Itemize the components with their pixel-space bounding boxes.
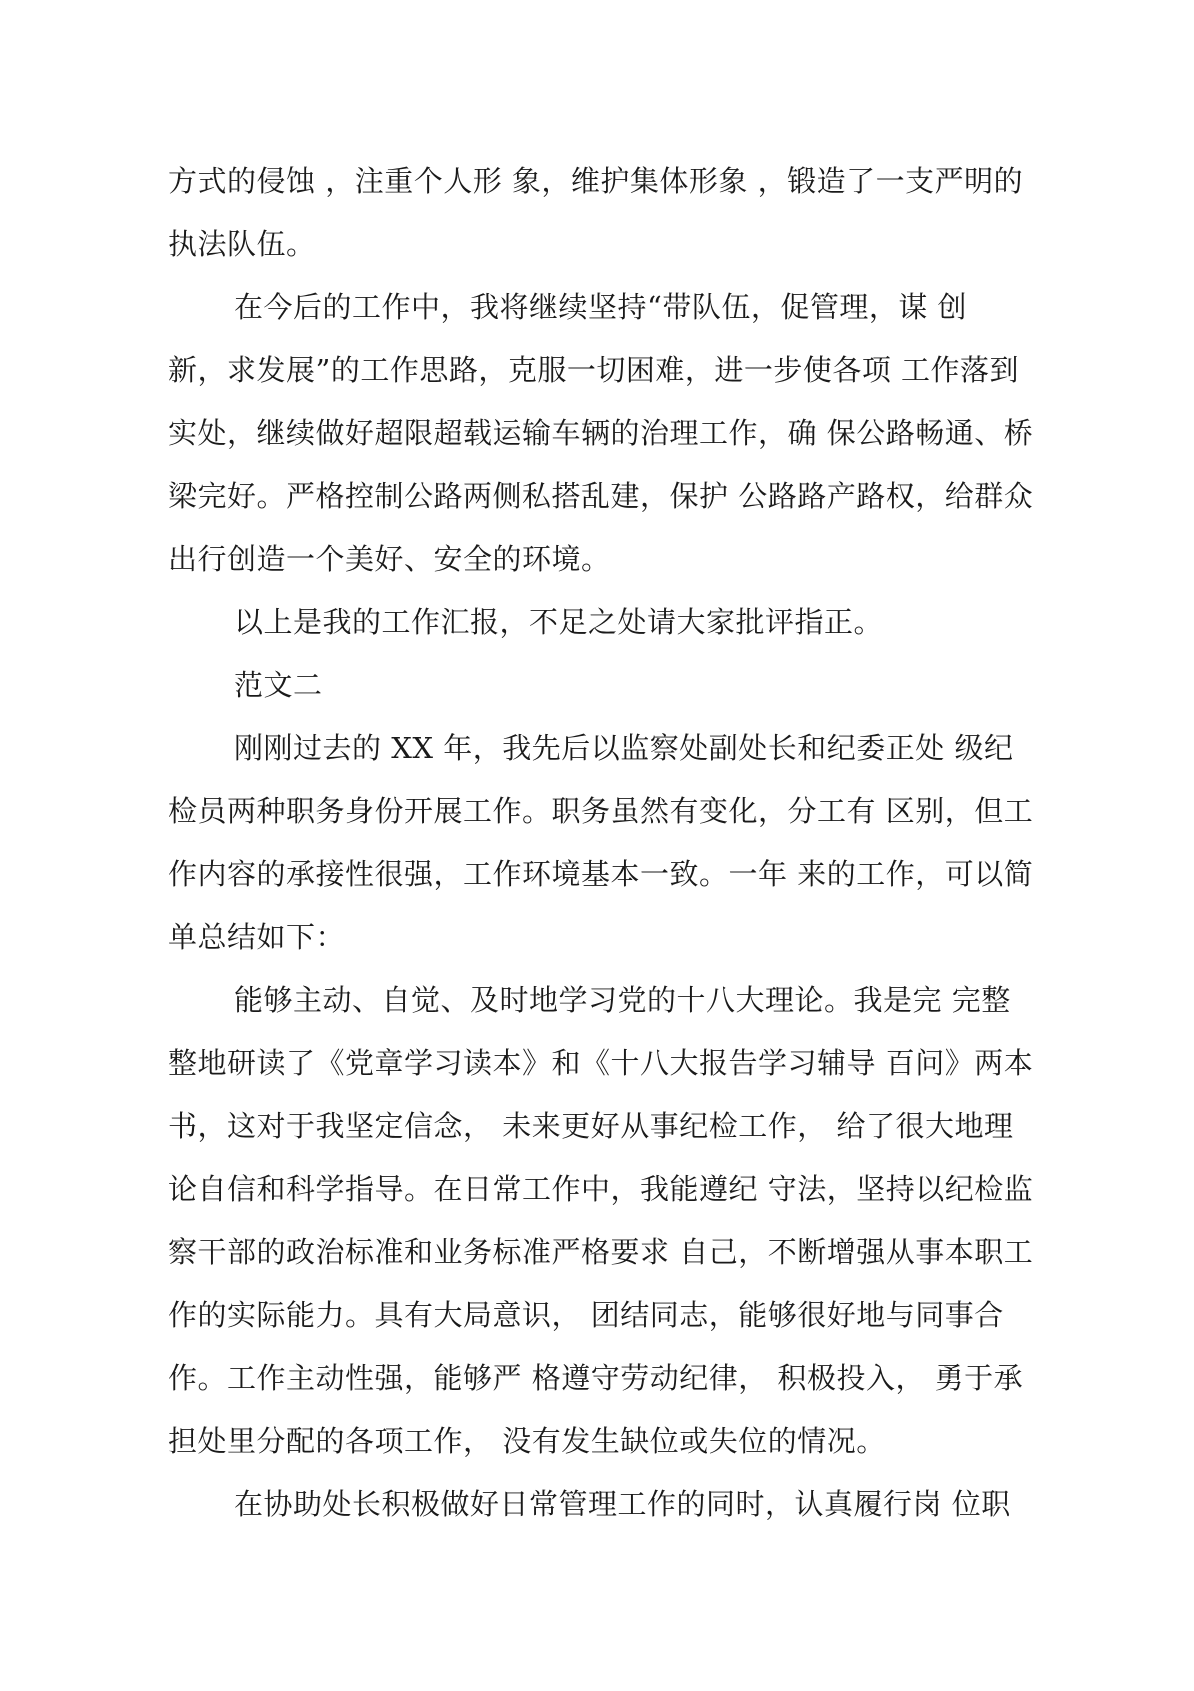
text-line-3: 在今后的工作中，我将继续坚持“带队伍，促管理，谋 创 (234, 290, 968, 324)
text-line-22: 在协助处长积极做好日常管理工作的同时，认真履行岗 位职 (234, 1487, 1011, 1521)
text-line-4: 新，求发展”的工作思路，克服一切困难，进一步使各项 工作落到 (168, 353, 1020, 387)
text-line-6: 梁完好。严格控制公路两侧私搭乱建，保护 公路路产路权，给群众 (168, 479, 1034, 513)
document-body (168, 150, 1034, 1536)
text-line-14: 能够主动、自觉、及时地学习党的十八大理论。我是完 完整 (234, 983, 1011, 1017)
text-line-17: 论自信和科学指导。在日常工作中，我能遵纪 守法，坚持以纪检监 (168, 1172, 1034, 1206)
text-line-11: 检员两种职务身份开展工作。职务虽然有变化，分工有 区别，但工 (168, 794, 1034, 828)
text-line-2: 执法队伍。 (168, 227, 316, 261)
text-line-1: 方式的侵蚀 ，注重个人形 象，维护集体形象 ，锻造了一支严明的 (168, 164, 1024, 198)
text-line-19: 作的实际能力。具有大局意识， 团结同志，能够很好地与同事合 (168, 1298, 1004, 1332)
text-line-20: 作。工作主动性强，能够严 格遵守劳动纪律， 积极投入， 勇于承 (168, 1361, 1024, 1395)
text-line-5: 实处，继续做好超限超载运输车辆的治理工作，确 保公路畅通、桥 (168, 416, 1034, 450)
text-line-18: 察干部的政治标准和业务标准严格要求 自己，不断增强从事本职工 (168, 1235, 1034, 1269)
text-line-8: 以上是我的工作汇报，不足之处请大家批评指正。 (234, 605, 884, 639)
text-line-21: 担处里分配的各项工作， 没有发生缺位或失位的情况。 (168, 1424, 886, 1458)
text-line-10: 刚刚过去的 XX 年，我先后以监察处副处长和纪委正处 级纪 (234, 731, 1014, 765)
text-line-13: 单总结如下： (168, 920, 346, 954)
text-line-12: 作内容的承接性很强，工作环境基本一致。一年 来的工作，可以简 (168, 857, 1034, 891)
text-line-7: 出行创造一个美好、安全的环境。 (168, 542, 611, 576)
text-line-16: 书，这对于我坚定信念， 未来更好从事纪检工作， 给了很大地理 (168, 1109, 1014, 1143)
section-heading: 范文二 (234, 668, 323, 702)
text-line-15: 整地研读了《党章学习读本》和《十八大报告学习辅导 百问》两本 (168, 1046, 1034, 1080)
